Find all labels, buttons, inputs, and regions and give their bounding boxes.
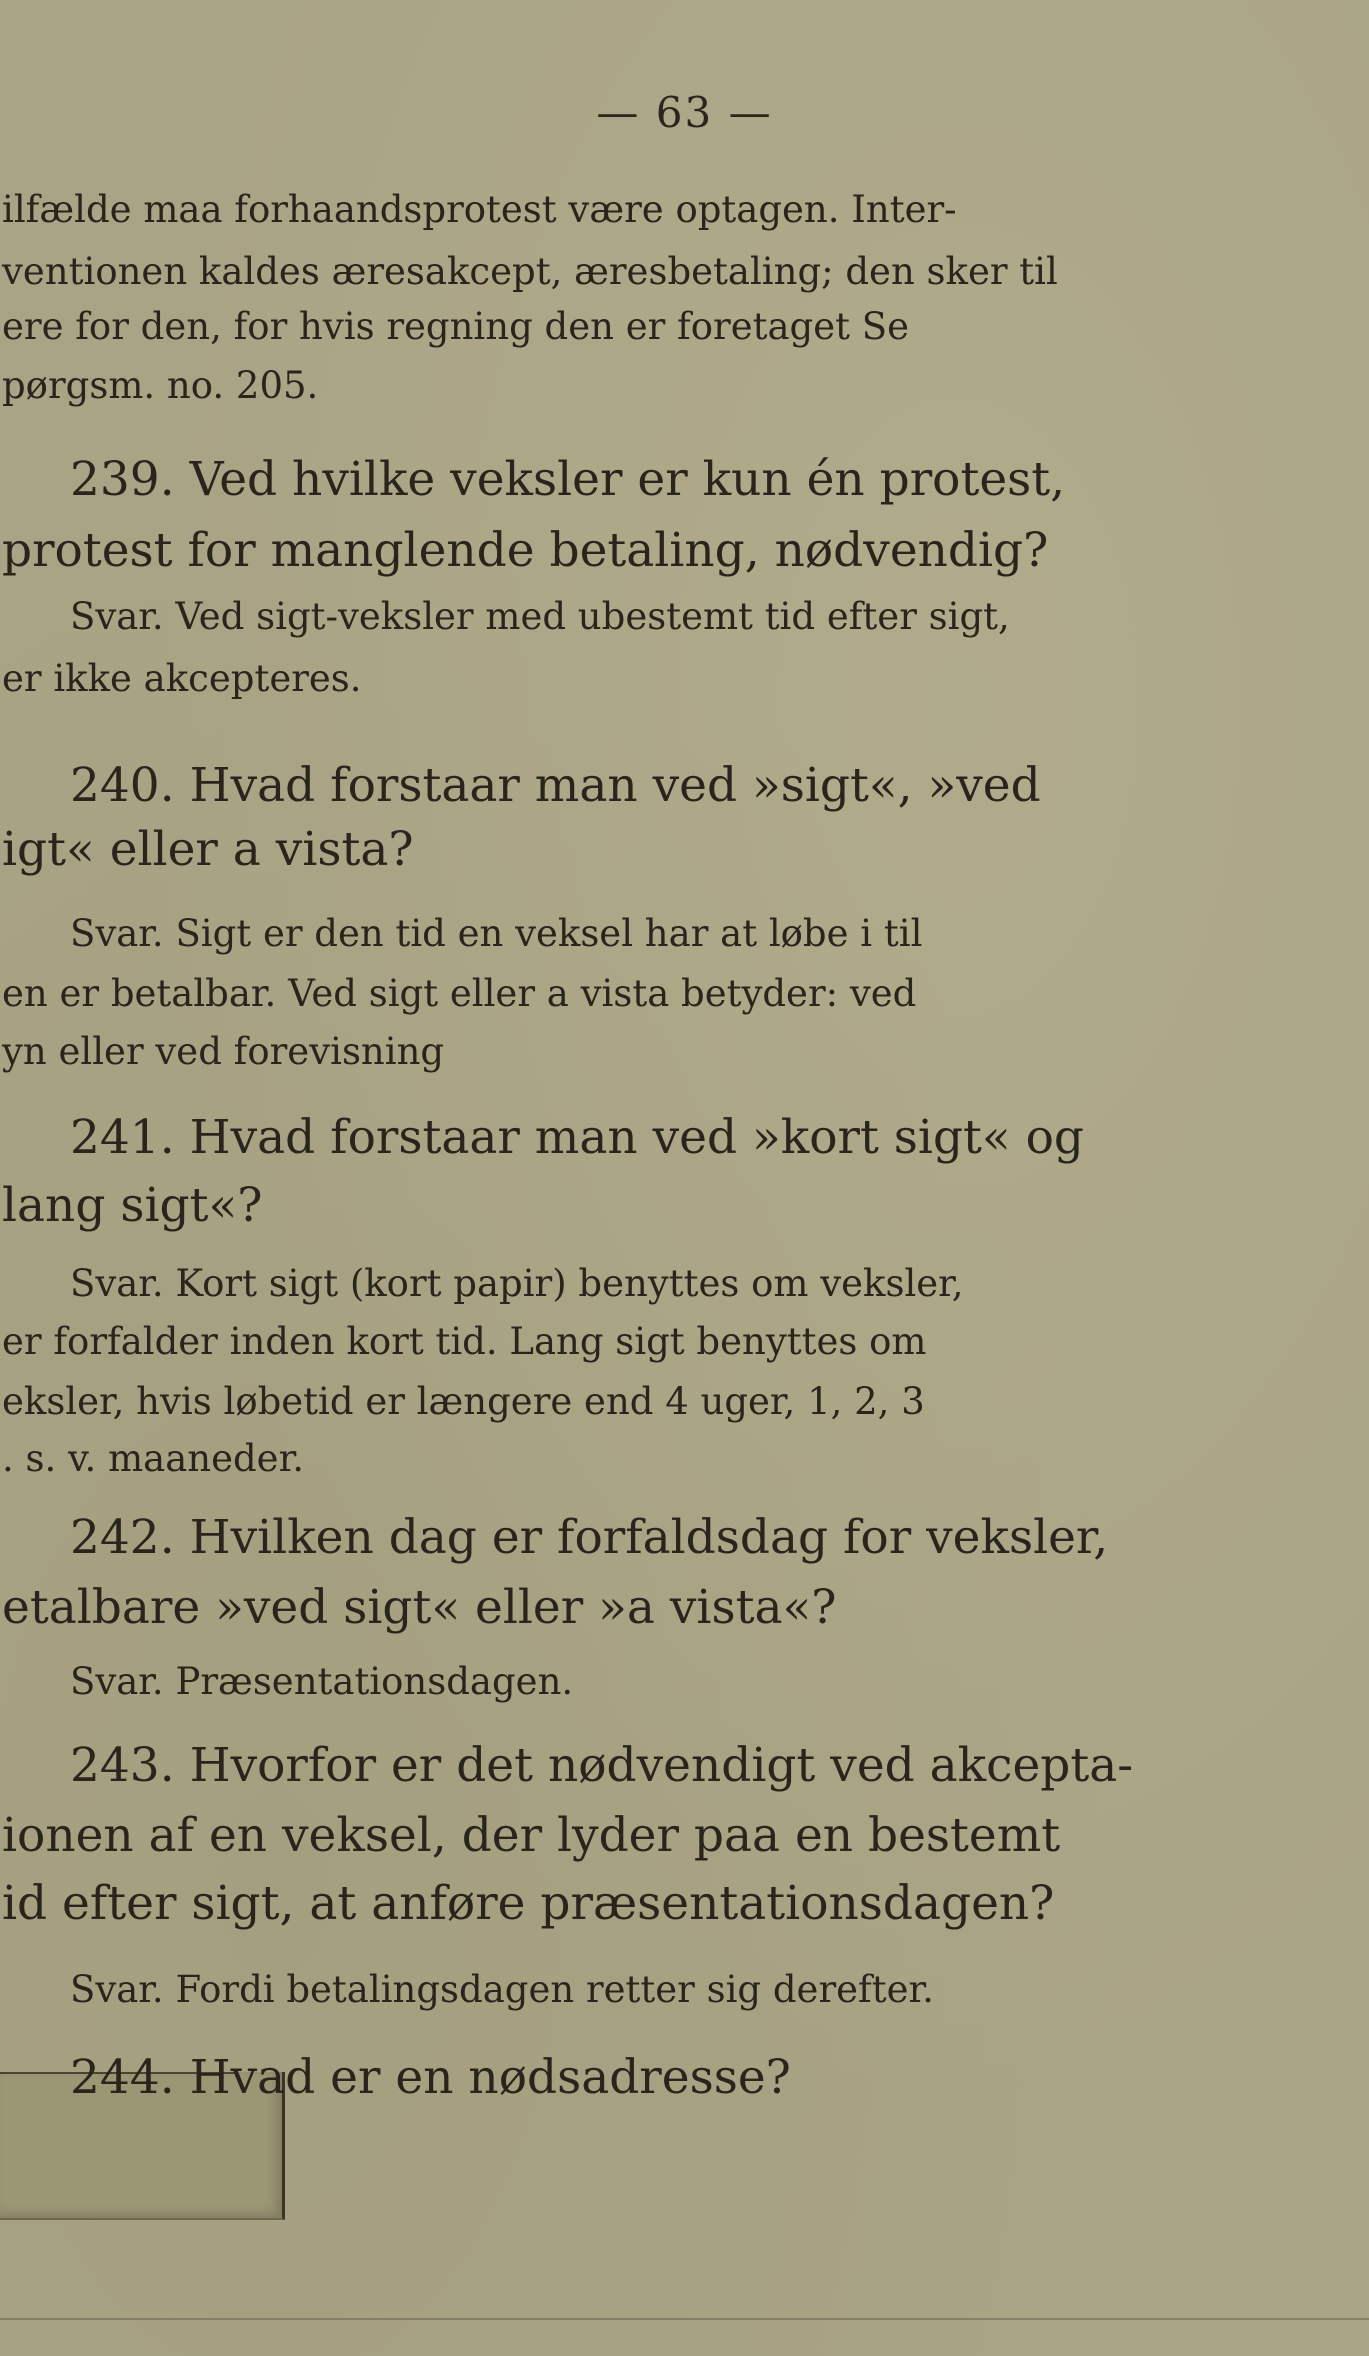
answer-241: Svar. Kort sigt (kort papir) benyttes om veksler, <box>70 1262 964 1305</box>
text-line: eksler, hvis løbetid er længere end 4 uger, 1, 2, 3 <box>2 1380 925 1423</box>
text-line: etalbare »ved sigt« eller »a vista«? <box>2 1580 837 1635</box>
answer-240: Svar. Sigt er den tid en veksel har at løbe i til <box>70 912 923 955</box>
text-line: pørgsm. no. 205. <box>2 364 319 407</box>
question-240: 240. Hvad forstaar man ved »sigt«, »ved <box>70 758 1041 813</box>
text-line: igt« eller a vista? <box>2 822 414 877</box>
page-bottom-edge <box>0 2318 1369 2320</box>
text-line: en er betalbar. Ved sigt eller a vista betyder: ved <box>2 972 917 1015</box>
question-239: 239. Ved hvilke veksler er kun én protest, <box>70 452 1066 507</box>
text-line: protest for manglende betaling, nødvendig? <box>2 523 1049 578</box>
question-242: 242. Hvilken dag er forfaldsdag for veksler, <box>70 1510 1109 1565</box>
question-241: 241. Hvad forstaar man ved »kort sigt« og <box>70 1110 1085 1165</box>
text-line: yn eller ved forevisning <box>2 1030 445 1073</box>
page-number: — 63 — <box>596 88 773 137</box>
text-line: ionen af en veksel, der lyder paa en bestemt <box>2 1808 1061 1863</box>
question-244: 244. Hvad er en nødsadresse? <box>70 2050 791 2105</box>
answer-243: Svar. Fordi betalingsdagen retter sig derefter. <box>70 1968 934 2011</box>
answer-239: Svar. Ved sigt-veksler med ubestemt tid efter sigt, <box>70 595 1010 638</box>
text-line: er forfalder inden kort tid. Lang sigt benyttes om <box>2 1320 927 1363</box>
answer-242: Svar. Præsentationsdagen. <box>70 1660 574 1703</box>
text-line: ere for den, for hvis regning den er foretaget Se <box>2 305 909 348</box>
question-243: 243. Hvorfor er det nødvendigt ved akcepta- <box>70 1738 1134 1793</box>
text-line: . s. v. maaneder. <box>2 1437 304 1480</box>
text-line: ilfælde maa forhaandsprotest være optagen. Inter- <box>2 188 957 231</box>
text-line: ventionen kaldes æresakcept, æresbetaling; den sker til <box>2 250 1058 293</box>
text-line: er ikke akcepteres. <box>2 657 362 700</box>
text-line: id efter sigt, at anføre præsentationsdagen? <box>2 1876 1055 1931</box>
text-line: lang sigt«? <box>2 1178 263 1233</box>
